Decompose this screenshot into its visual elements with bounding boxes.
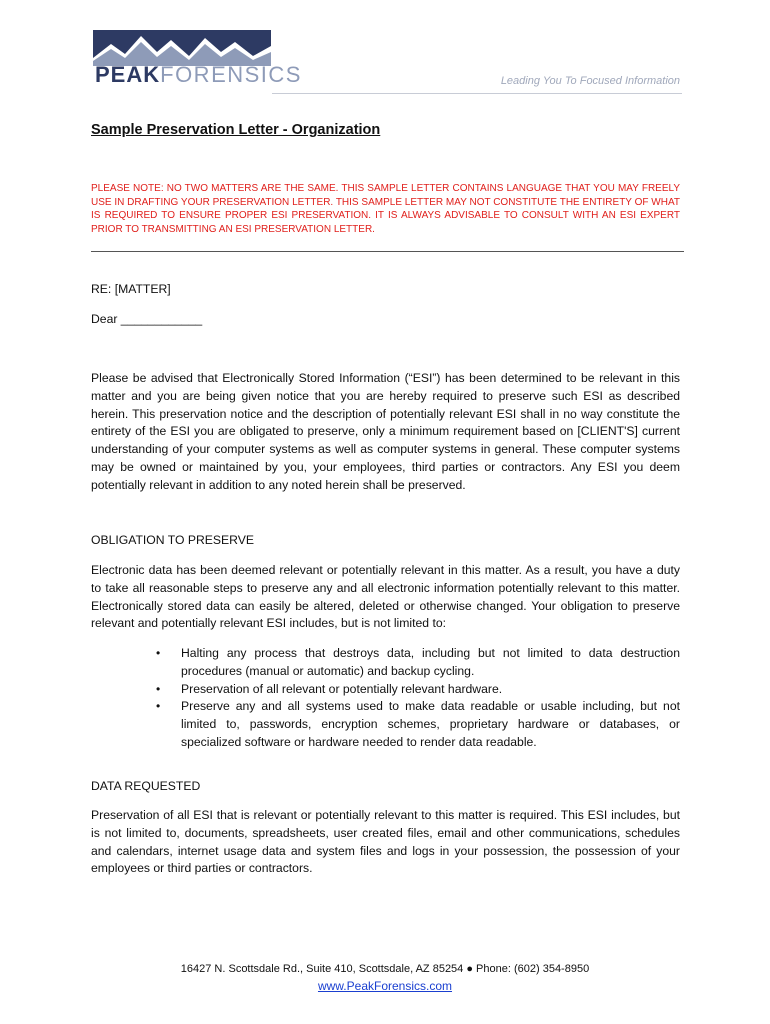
bullet-icon: • [156, 646, 161, 660]
disclaimer-note: PLEASE NOTE: NO TWO MATTERS ARE THE SAME. THIS SAMPLE LETTER CONTAINS LANGUAGE THAT YOU MAY FREELY USE IN DRAFTING YOUR PRESERVATION LETTER. THIS SAMPLE LETTER MAY NOT CONSTITUTE THE ENTIRETY OF WHAT IS REQUIRED TO ENSURE PROPER ESI PRESERVATION. IT IS ALWAYS ADVISABLE TO CONSULT WITH AN ESI EXPERT PRIOR TO TRANSMITTING AN ESI PRESERVATION LETTER. [91, 183, 680, 235]
obligation-heading: OBLIGATION TO PRESERVE [91, 533, 255, 547]
logo-forensics-text: FORENSICS [160, 62, 302, 87]
logo-wordmark [95, 64, 302, 86]
website-link[interactable]: www.PeakForensics.com [317, 979, 453, 993]
bullet-icon: • [156, 681, 161, 696]
preservation-list [156, 645, 680, 752]
footer-address: 16427 N. Scottsdale Rd., Suite 410, Scottsdale, AZ 85254 ● Phone: (602) 354-8950 [180, 963, 590, 975]
data-requested-heading: DATA REQUESTED [91, 779, 201, 793]
salutation: Dear ____________ [91, 312, 203, 326]
logo-peak-text: PEAK [95, 62, 161, 87]
re-line: RE: [MATTER] [91, 282, 171, 296]
list-item-text: Halting any process that destroys data, including but not limited to data destruction procedures (manual or automatic) and backup cycling. [181, 646, 680, 678]
list-item [156, 645, 680, 681]
obligation-paragraph: Electronic data has been deemed relevant or potentially relevant in this matter. As a result, you have a duty to take all reasonable steps to preserve any and all electronic information potentially relevant to this matter. Electronically stored data can easily be altered, deleted or otherwise changed. Your obligation to preserve relevant and potentially relevant ESI includes, but is not limited to: [91, 563, 680, 631]
tagline: Leading You To Focused Information [500, 75, 680, 87]
section-divider [91, 251, 684, 252]
list-item [156, 681, 680, 699]
bullet-icon: • [156, 699, 161, 714]
peak-forensics-logo [93, 30, 302, 92]
list-item-text: Preserve any and all systems used to make data readable or usable including, but not limited to, passwords, encryption schemes, proprietary hardware or databases, or specialized software or hardware needed to render data readable. [181, 699, 680, 749]
list-item [156, 698, 680, 751]
intro-paragraph: Please be advised that Electronically Stored Information (“ESI”) has been determined to be relevant in this matter and you are being given notice that you are hereby required to preserve such ESI as described herein. This preservation notice and the description of potentially relevant ESI shall in no way constitute the entirety of the ESI you are obligated to preserve, only a minimum requirement based on [CLIENT'S] current understanding of your computer systems as well as computer systems in general. These computer systems may be owned or maintained by you, your employees, third parties or contractors. Any ESI you deem potentially relevant in addition to any noted herein shall be preserved. [91, 371, 680, 492]
document-title: Sample Preservation Letter - Organization [91, 122, 381, 138]
mountain-logo-icon [93, 30, 271, 66]
header-rule [272, 93, 682, 94]
list-item-text: Preservation of all relevant or potentially relevant hardware. [181, 681, 503, 696]
data-requested-paragraph: Preservation of all ESI that is relevant or potentially relevant to this matter is required. This ESI includes, but is not limited to, documents, spreadsheets, user created files, email and other communications, schedules and calendars, internet usage data and system files and logs in your possession, the possession of your employees or third parties or contractors. [91, 808, 680, 876]
